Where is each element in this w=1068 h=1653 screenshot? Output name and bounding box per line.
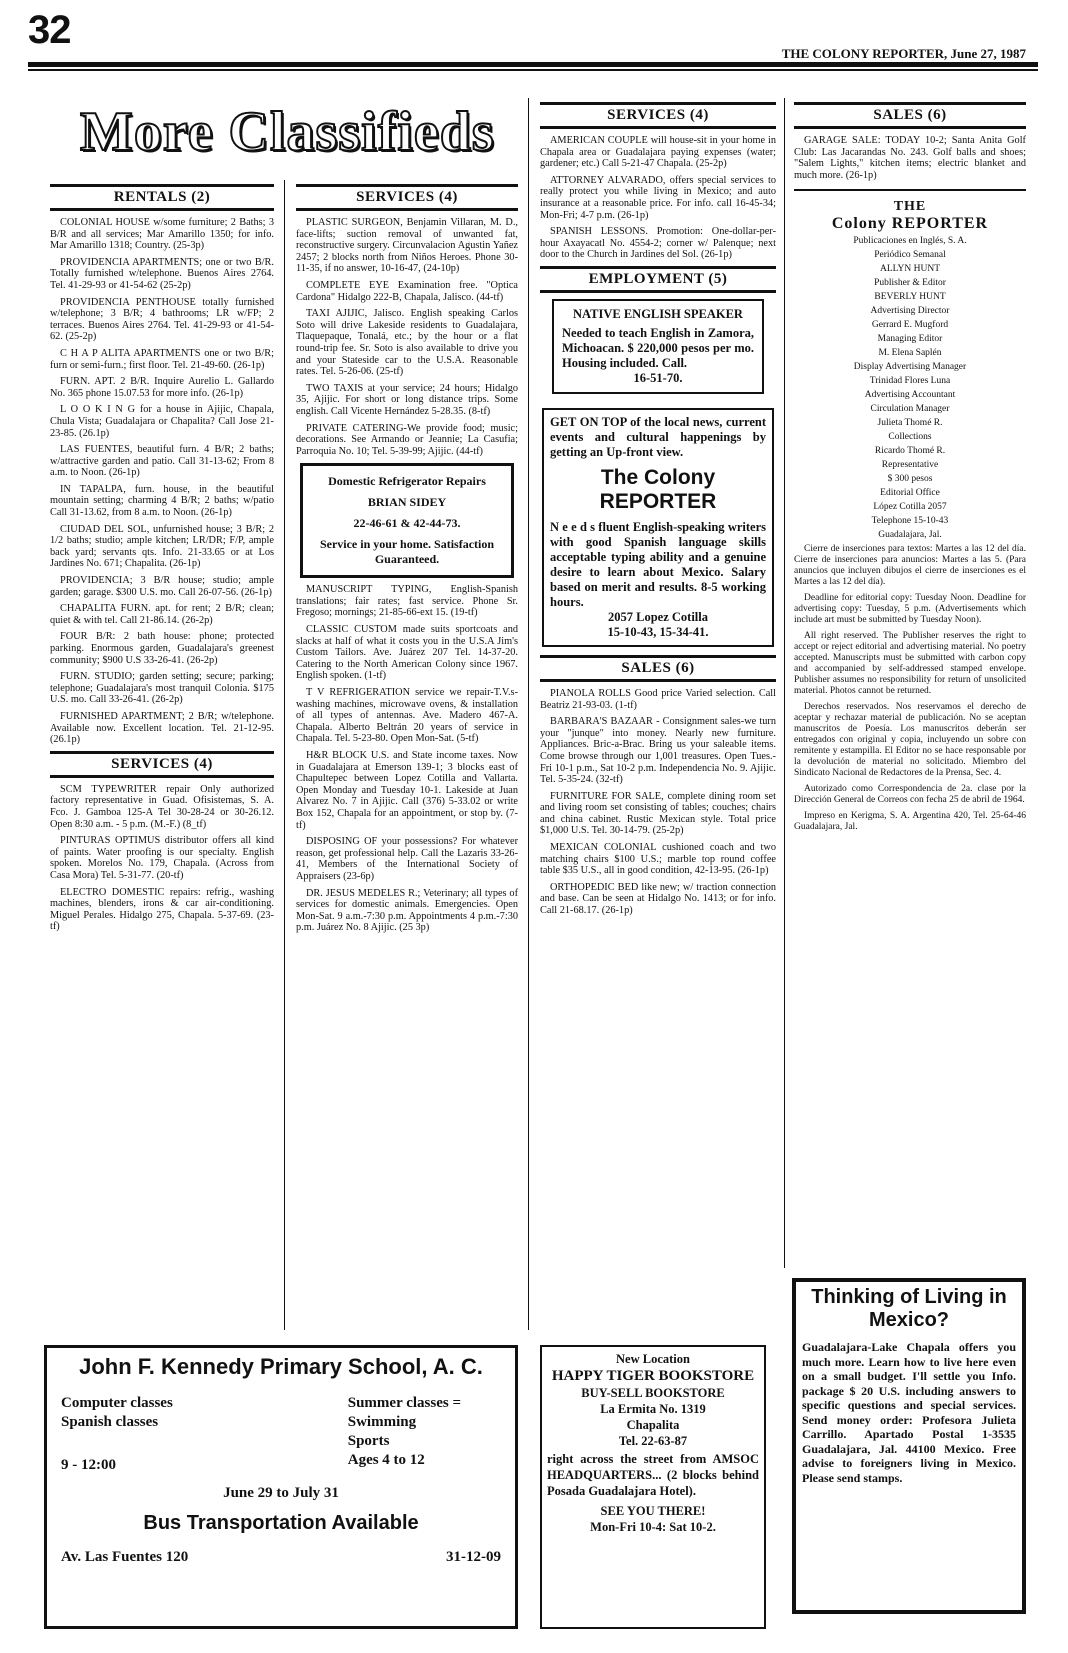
- jfk-left2: Spanish classes: [61, 1414, 159, 1430]
- bookstore-line2: HAPPY TIGER BOOKSTORE: [551, 1368, 755, 1384]
- masthead-line: Periódico Semanal: [874, 250, 946, 261]
- bookstore-ad: [540, 1345, 766, 1629]
- rental-ad: C H A P ALITA APARTMENTS one or two B/R; furn or semi-furn.; first floor. Tel. 21-49-60. (26-1p): [50, 347, 274, 371]
- masthead-note: Derechos reservados. Nos reservamos el derecho de aceptar y rechazar material de publicación. No se aceptan manuscritos de Poesía. Los manuscritos deberán ser entregados con original y copia, incluyendo un sobre con remitente y estampilla. El Editor no se hace responsable por la devolución de material no solicitado. Miembro del Sindicato Nacional de Redactores de la Prensa, Sec. 4.: [794, 702, 1026, 779]
- rental-ad: PROVIDENCIA APARTMENTS; one or two B/R. Totally furnished w/telephone. Buenos Aires 2764. Tel. 41-29-93 or 41-54-62 (25-2p): [50, 256, 274, 291]
- masthead-line: Telephone 15-10-43: [871, 516, 949, 527]
- masthead-notes: [794, 544, 1026, 833]
- bookstore-hours: Mon-Fri 10-4: Sat 10-2.: [590, 1520, 716, 1534]
- service-ad: SCM TYPEWRITER repair Only authorized factory representative in Guad. Ofisistemas, S. A. Fco. J. Gamboa 125-A Tel 30-28-24 or 30-26.12. Open 8:30 a.m. - 5 p.m. (M.-F.) (8_tf): [50, 783, 274, 830]
- column-rule-1: [284, 180, 285, 1330]
- service-ad: TWO TAXIS at your service; 24 hours; Hidalgo 35, Ajijic. For short or long distance trips. Some english. Call Vicente Hernández 5-28.35. (8-tf): [296, 382, 518, 417]
- sales-ad: FURNITURE FOR SALE, complete dining room set and living room set consisting of tables; couches; chairs and china cabinet. Rustic Mexican style. Total price $1,000 U.S. Tel. 30-14-79. (25-2p): [540, 790, 776, 837]
- masthead-the: THE: [893, 199, 927, 215]
- bookstore-cta: SEE YOU THERE!: [600, 1504, 706, 1518]
- masthead-line: Guadalajara, Jal.: [878, 530, 942, 541]
- services-list-1: [50, 784, 274, 933]
- column-rule-3: [784, 98, 785, 1268]
- masthead-note: Impreso en Kerigma, S. A. Argentina 420, Tel. 25-64-46 Guadalajara, Jal.: [794, 811, 1026, 833]
- rentals-list: [50, 217, 274, 746]
- masthead-line: Display Advertising Manager: [853, 362, 967, 373]
- masthead: [794, 189, 1026, 833]
- sales-ad: BARBARA'S BAZAAR - Consignment sales-we turn your "junque" into money. Nearly new furniture. Appliances. Bric-a-Brac. Bring us your saleable items. Come browse through our 1,001 treasures. Open Tues.-Fri 10-1 p.m., Sat 10-2 p.m. Independencia No. 9. Ajijic. Tel. 5-35-24. (32-tf): [540, 716, 776, 786]
- masthead-note: All right reserved. The Publisher reserves the right to accept or reject editorial and advertising material. No poetry accepted. Manuscripts must be submitted with carbon copy and accompanied by self-addressed stamped envelope. Publisher assumes no responsibility for return of unsolicited material. Photos cannot be returned.: [794, 631, 1026, 697]
- rental-ad: FURNISHED APARTMENT; 2 B/R; w/telephone. Available now. Excellent location. Tel. 21-12-95. (26.1p): [50, 710, 274, 746]
- services-list-3: [540, 135, 776, 261]
- masthead-line: Representative: [881, 460, 939, 471]
- colony-ad-body: N e e d s fluent English-speaking writers with good Spanish language skills acceptable typing ability and a genuine desire to learn about Mexico. Salary based on merit and results. 8-5 working hours.: [550, 519, 766, 609]
- bookstore-line5: Chapalita: [626, 1418, 680, 1432]
- masthead-line: Publisher & Editor: [874, 278, 946, 289]
- column-rule-2: [528, 98, 529, 1330]
- service-ad: AMERICAN COUPLE will house-sit in your home in Chapala area or Guadalajara paying expenses (water; gardener; etc.) Call 5-21-47 Chapala. (25-2p): [540, 135, 776, 170]
- page-number: 32: [28, 8, 71, 52]
- colony-ad-name-2: REPORTER: [599, 489, 717, 513]
- sales-list-3: [540, 688, 776, 917]
- colony-ad-intro: GET ON TOP of the local news, current events and cultural happenings by getting an Up-front view.: [550, 414, 766, 459]
- native-speaker-phone: 16-51-70.: [633, 370, 683, 385]
- masthead-line: BEVERLY HUNT: [874, 292, 946, 303]
- masthead-line: Collections: [888, 432, 932, 443]
- bookstore-line1: New Location: [616, 1352, 690, 1366]
- masthead-line: Ricardo Thomé R.: [874, 446, 946, 457]
- masthead-line: M. Elena Saplén: [878, 348, 942, 359]
- sales-ad: MEXICAN COLONIAL cushioned coach and two matching chairs $100 U.S.; marble top round coffee table $35 U.S., all in good condition, 42-13-95. (26-1p): [540, 842, 776, 877]
- service-ad: ATTORNEY ALVARADO, offers special services to really protect you while living in Mexico; and auto insurance at a reasonable price. For info. call 16-45-34; Mon-Fri; 4-7 p.m. (26-1p): [540, 174, 776, 221]
- masthead-line: Gerrard E. Mugford: [871, 320, 949, 331]
- bookstore-line3: BUY-SELL BOOKSTORE: [581, 1386, 725, 1400]
- masthead-line: $ 300 pesos: [887, 474, 933, 485]
- bookstore-body: right across the street from AMSOC HEADQUARTERS... (2 blocks behind Posada Guadalajara Hotel).: [547, 1452, 759, 1498]
- sales-ad: GARAGE SALE: TODAY 10-2; Santa Anita Golf Club: Las Jacarandas No. 243. Golf balls and shoes; "Salem Lights," kitchen items; electric blanket and much more. (26-1p): [794, 135, 1026, 181]
- service-ad: TAXI AJIJIC, Jalisco. English speaking Carlos Soto will drive Lakeside residents to Guadalajara, Tlaquepaque, Tonalá, etc.; by the hour or a flat round-trip fee. Sr. Soto is also available to drive you and your Stateside car to the U.S.A. Reasonable rates. Tel. 5-26-06. (25-tf): [296, 308, 518, 378]
- rental-ad: FOUR B/R: 2 bath house: phone; protected parking. Enormous garden, Guadalajara's greenest community; $900 U.S 33-26-41. (26-2p): [50, 631, 274, 666]
- masthead-note: Autorizado como Correspondencia de 2a. clase por la Dirección General de Correos con fecha 25 de abril de 1964.: [794, 784, 1026, 806]
- service-ad: SPANISH LESSONS. Promotion: One-dollar-per-hour Axayacatl No. 4554-2; corner w/ Palenque; next door to the Church in Jardines del Sol. (26-1p): [540, 226, 776, 261]
- service-ad: DISPOSING OF your possessions? For whatever reason, get professional help. Call the Lazaris 33-26-41, Members of the International Society of Appraisers (23-6p): [296, 836, 518, 882]
- jfk-right4: Ages 4 to 12: [347, 1452, 425, 1468]
- bookstore-line6: Tel. 22-63-87: [618, 1434, 688, 1448]
- thinking-body: Guadalajara-Lake Chapala offers you much more. Learn how to live here even on a small budget. I'll settle you Info. package $ 20 U.S. including answers to specific questions and special services. Send money order: Profesora Julieta Carrillo. Apartado Postal 1-3535 Guadalajara, Jal. 44100 Mexico. Free advise to foreigners living in Mexico. Please send stamps.: [802, 1340, 1016, 1485]
- rental-ad: PROVIDENCIA PENTHOUSE totally furnished w/telephone; 3 B/R; 4 bathrooms; LR w/FP; 2 terraces. Buenos Aires 2764. Tel. 41-29-93 or 41-54-62. (25-2p): [50, 296, 274, 343]
- service-ad: T V REFRIGERATION service we repair-T.V.s-washing machines, microwave ovens, & installation of all types of antennas. Ave. Madero 467-A. Chapala. Alberto Beltrán 20 years of service in Chapala. Tel. 5-23-80. Open Mon-Sat. (5-tf): [296, 687, 518, 745]
- column-4: [794, 98, 1026, 838]
- employment-heading: EMPLOYMENT (5): [540, 266, 776, 293]
- refrig-phones: 22-46-61 & 42-44-73.: [353, 516, 461, 531]
- service-ad: MANUSCRIPT TYPING, English-Spanish translations; fair rates; fast service. Phone Sr. Fregoso; mornings; 21-85-66-ext 15. (19-tf): [296, 584, 518, 619]
- jfk-left-time: 9 - 12:00: [61, 1457, 116, 1473]
- sales-heading-4: SALES (6): [794, 102, 1026, 129]
- column-2: [296, 180, 518, 939]
- masthead-line: López Cotilla 2057: [873, 502, 947, 513]
- refrigerator-repair-ad: [300, 463, 514, 578]
- service-ad: H&R BLOCK U.S. and State income taxes. Now in Guadalajara at Emerson 139-1; 3 blocks east of Chapultepec between Lopez Cotilla and Vallarta. Open Monday and Tuesday 10-1. Lakeside at Juan Alvarez No. 7 in Ajijic. Call (376) 5-33.02 or write Box 152, Chapala for an appointment, or stop by. (7-tf): [296, 750, 518, 831]
- rental-ad: CIUDAD DEL SOL, unfurnished house; 3 B/R; 2 1/2 baths; studio; ample kitchen; LR/DR; F/P, ample back yard; servants qts. Info. 21-33.65 or at Los Jardines No. 671; Chapalita. (26-1p): [50, 523, 274, 570]
- refrig-title: Domestic Refrigerator Repairs: [328, 474, 486, 489]
- bookstore-line4: La Ermita No. 1319: [600, 1402, 706, 1416]
- rentals-heading: RENTALS (2): [50, 184, 274, 211]
- native-speaker-text: Needed to teach English in Zamora, Michoacan. $ 220,000 pesos per mo. Housing included. Call.: [562, 325, 754, 370]
- jfk-right2: Swimming: [347, 1414, 417, 1430]
- thinking-of-living-ad: [792, 1278, 1026, 1614]
- rental-ad: COLONIAL HOUSE w/some furniture; 2 Baths; 3 B/R and all services; Mar Amarillo 1350; for info. Mar Amarillo 1318; Country. (25-3p): [50, 217, 274, 252]
- header-rule: [28, 62, 1038, 67]
- jfk-school-ad: [44, 1345, 518, 1629]
- service-ad: PINTURAS OPTIMUS distributor offers all kind of paints. Water proofing is our specialty. English spoken. Morelos No. 179, Chapala. (Across from Casa Mora) Tel. 5-31-77. (20-tf): [50, 835, 274, 881]
- colony-ad-phones: 15-10-43, 15-34-41.: [607, 624, 709, 639]
- masthead-line: Editorial Office: [880, 488, 940, 499]
- masthead-line: Managing Editor: [877, 334, 943, 345]
- services-heading-3: SERVICES (4): [540, 102, 776, 129]
- masthead-line: Publicaciones en Inglés, S. A.: [853, 236, 967, 247]
- masthead-line: Circulation Manager: [870, 404, 950, 415]
- publication-date: THE COLONY REPORTER, June 27, 1987: [781, 46, 1026, 61]
- sales-list-4: [794, 135, 1026, 181]
- rental-ad: L O O K I N G for a house in Ajijic, Chapala, Chula Vista; Guadalajara or Chapalita? Call Jose 21-23-85. (26.1p): [50, 404, 274, 439]
- services-list-2b: [296, 584, 518, 934]
- jfk-address: Av. Las Fuentes 120: [61, 1549, 189, 1565]
- masthead-line: ALLYN HUNT: [880, 264, 940, 275]
- sales-ad: ORTHOPEDIC BED like new; w/ traction connection and base. Can be seen at Hidalgo No. 1413; or for info. Call 21-68.17. (26-1p): [540, 881, 776, 917]
- service-ad: PRIVATE CATERING-We provide food; music; decorations. See Armando or Jeannie; La Casufia; Parroquia No. 10; Tel. 5-39-99; Ajijic. (44-tf): [296, 422, 518, 457]
- column-3: [540, 98, 776, 922]
- jfk-left1: Computer classes: [61, 1395, 173, 1411]
- column-1: [50, 180, 274, 938]
- jfk-title: John F. Kennedy Primary School, A. C.: [79, 1354, 483, 1379]
- sales-ad: PIANOLA ROLLS Good price Varied selection. Call Beatriz 21-93-03. (1-tf): [540, 687, 776, 711]
- rental-ad: CHAPALITA FURN. apt. for rent; 2 B/R; clean; quiet & with tel. Call 21-86.14. (26-2p): [50, 603, 274, 626]
- rental-ad: PROVIDENCIA; 3 B/R house; studio; ample garden; garage. $300 U.S. mo. Call 26-07-56. (26-1p): [50, 575, 274, 598]
- rental-ad: FURN. APT. 2 B/R. Inquire Aurelio L. Gallardo No. 365 phone 15.07.53 for more info. (26-1p): [50, 376, 274, 399]
- service-ad: DR. JESUS MEDELES R.; Veterinary; all types of services for domestic animals. Emergencies. Open Mon-Sat. 9 a.m.-7:30 p.m. Appointments 4 p.m.-7:30 p.m. Juárez No. 8 Ajijic. (25 3p): [296, 887, 518, 934]
- page-title: More Classifieds: [80, 101, 495, 163]
- masthead-line: Julieta Thomé R.: [877, 418, 943, 429]
- colony-ad-address: 2057 Lopez Cotilla: [608, 609, 708, 624]
- service-ad: CLASSIC CUSTOM made suits sportcoats and slacks at half of what it costs you in the U.S.A Jim's Custom Tailors. Ave. Juárez 207 Tel. 14-37-20. Catering to the North American Colony since 1967. English spoken. (1-tf): [296, 624, 518, 682]
- service-ad: PLASTIC SURGEON, Benjamin Villaran, M. D., face-lifts; suction removal of unwanted fat, reconstructive surgery. Circunvalacion Agustin Yañez 2457; 2 blocks north from Niños Heroes. Phone 30-11-35, if no answer, 10-16-47, (24-10p): [296, 217, 518, 275]
- jfk-right1: Summer classes =: [347, 1395, 461, 1411]
- rental-ad: IN TAPALPA, furn. house, in the beautiful mountain setting; charming 4 B/R; 2 baths; w/patio Call 31-13.62, from 8 a.m. to Noon. (26-1p): [50, 483, 274, 519]
- thinking-title: Thinking of Living in Mexico?: [811, 1286, 1007, 1331]
- native-speaker-title: NATIVE ENGLISH SPEAKER: [573, 306, 743, 321]
- header-rule-thin: [28, 69, 1038, 71]
- services-heading-2: SERVICES (4): [296, 184, 518, 211]
- masthead-line: Advertising Director: [870, 306, 950, 317]
- service-ad: COMPLETE EYE Examination free. "Optica Cardona" Hidalgo 222-B, Chapala, Jalisco. (44-tf): [296, 279, 518, 303]
- masthead-note: Deadline for editorial copy: Tuesday Noon. Deadline for advertising copy: Tuesday, 5 p.m. (Advertisements which include art must be submitted by Tuesday Noon).: [794, 593, 1026, 626]
- native-speaker-ad: [552, 299, 764, 394]
- masthead-lines: [794, 236, 1026, 541]
- masthead-line: Advertising Accountant: [864, 390, 956, 401]
- rental-ad: FURN. STUDIO; garden setting; secure; parking; telephone; Guadalajara's most tranquil Colonia. $175 U.S. mo. Call 33-26-41. (26-2p): [50, 671, 274, 706]
- colony-ad-name-1: The Colony: [600, 465, 716, 489]
- refrig-name: BRIAN SIDEY: [367, 495, 447, 510]
- colony-reporter-ad: [542, 408, 774, 647]
- rental-ad: LAS FUENTES, beautiful furn. 4 B/R; 2 baths; w/attractive garden and patio. Call 31-13-62; From 8 a.m. to Noon. (26-1p): [50, 444, 274, 479]
- services-list-2a: [296, 217, 518, 457]
- masthead-line: Trinidad Flores Luna: [869, 376, 951, 387]
- sales-heading-3: SALES (6): [540, 655, 776, 682]
- masthead-note: Cierre de inserciones para textos: Martes a las 12 del día. Cierre de inserciones para anuncios: Martes a las 5. (Para anuncios que incluyen dibujos el cierre de inserciones es el Martes a las 12 del día).: [794, 544, 1026, 588]
- refrig-tagline: Service in your home. Satisfaction Guaranteed.: [319, 537, 495, 567]
- masthead-paper: Colony REPORTER: [831, 215, 989, 233]
- jfk-bus: Bus Transportation Available: [143, 1512, 419, 1534]
- jfk-right: [348, 1394, 461, 1475]
- jfk-left: [61, 1394, 173, 1475]
- jfk-dates: June 29 to July 31: [223, 1485, 339, 1501]
- services-heading-1: SERVICES (4): [50, 751, 274, 778]
- service-ad: ELECTRO DOMESTIC repairs: refrig., washing machines, blenders, irons & car air-conditioning. Miguel Perales. Hidalgo 275, Chapala. 5-37-69. (23-tf): [50, 886, 274, 933]
- jfk-right3: Sports: [347, 1433, 390, 1449]
- jfk-phone: 31-12-09: [446, 1549, 501, 1565]
